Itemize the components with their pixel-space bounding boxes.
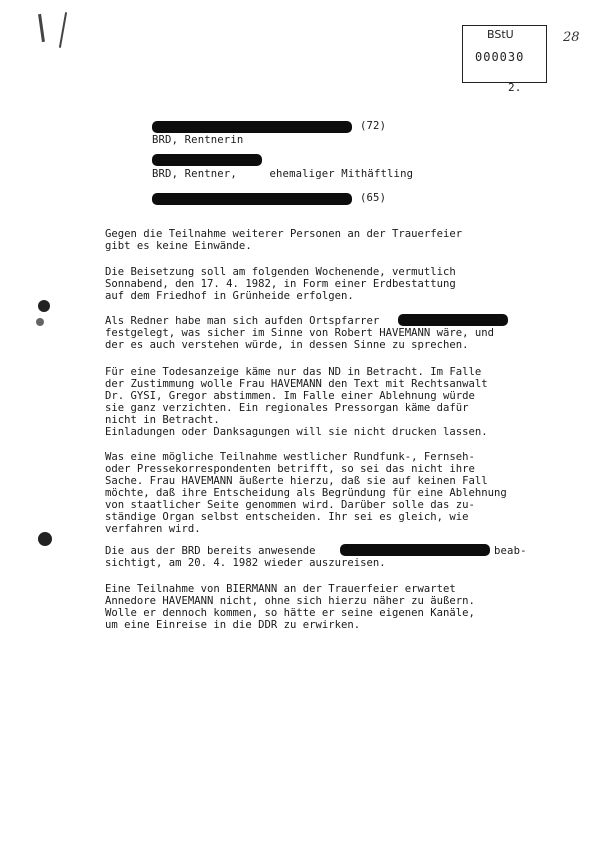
text-line: sichtigt, am 20. 4. 1982 wieder auszureisen. (105, 557, 386, 569)
text-line: sie ganz verzichten. Ein regionales Pressorgan käme dafür (105, 402, 469, 414)
header-age-1: (72) (360, 120, 387, 132)
text-line: Eine Teilnahme von BIERMANN an der Trauerfeier erwartet (105, 583, 456, 595)
text-line: Gegen die Teilnahme weiterer Personen an der Trauerfeier (105, 228, 463, 240)
header-age-2: (65) (360, 192, 387, 204)
punch-hole-1 (38, 300, 50, 312)
text-line: um eine Einreise in die DDR zu erwirken. (105, 619, 361, 631)
paragraph-5 (105, 451, 525, 535)
paragraph-7 (105, 583, 525, 631)
text-line: oder Pressekorrespondenten betrifft, so sei das nicht ihre (105, 463, 475, 475)
header-line-rentner: BRD, Rentner, ehemaliger Mithäftling (152, 168, 414, 180)
text-line: auf dem Friedhof in Grünheide erfolgen. (105, 290, 354, 302)
text-line: Als Redner habe man sich aufden Ortspfarrer (105, 315, 380, 327)
archive-stamp (462, 25, 547, 83)
text-line: Die aus der BRD bereits anwesende (105, 545, 316, 557)
redaction-bar-2 (152, 154, 262, 166)
text-line: Für eine Todesanzeige käme nur das ND in Betracht. Im Falle (105, 366, 482, 378)
redaction-bar-3 (152, 193, 352, 205)
text-line: Sonnabend, den 17. 4. 1982, in Form einer Erdbestattung (105, 278, 456, 290)
paragraph-2 (105, 266, 525, 302)
header-line-rentnerin: BRD, Rentnerin (152, 134, 244, 146)
text-line: verfahren wird. (105, 523, 201, 535)
text-line: Sache. Frau HAVEMANN äußerte hierzu, daß sie auf keinen Fall (105, 475, 488, 487)
text-line: Einladungen oder Danksagungen will sie nicht drucken lassen. (105, 426, 488, 438)
margin-mark-top (59, 12, 67, 48)
punch-hole-2 (36, 318, 44, 326)
text-line: ständige Organ selbst entscheiden. Ihr sei es gleich, wie (105, 511, 469, 523)
redaction-bar-4 (398, 314, 508, 326)
paragraph-4 (105, 366, 525, 438)
text-line: nicht in Betracht. (105, 414, 220, 426)
text-line: der es auch verstehen würde, in dessen Sinne zu sprechen. (105, 339, 469, 351)
margin-mark-top-2 (38, 14, 45, 42)
text-line: Wolle er dennoch kommen, so hätte er seine eigenen Kanäle, (105, 607, 475, 619)
handwritten-page-number: 28 (563, 30, 580, 45)
text-line: Die Beisetzung soll am folgenden Wochenende, vermutlich (105, 266, 456, 278)
page-number: 2. (508, 81, 522, 94)
redaction-bar-5 (340, 544, 490, 556)
text-line: der Zustimmung wolle Frau HAVEMANN den Text mit Rechtsanwalt (105, 378, 488, 390)
redaction-bar-1 (152, 121, 352, 133)
stamp-number: 000030 (475, 50, 525, 64)
text-line: von staatlicher Seite genommen wird. Darüber solle das zu- (105, 499, 475, 511)
text-line: Annedore HAVEMANN nicht, ohne sich hierzu näher zu äußern. (105, 595, 475, 607)
text-line: Was eine mögliche Teilnahme westlicher Rundfunk-, Fernseh- (105, 451, 475, 463)
text-line: gibt es keine Einwände. (105, 240, 252, 252)
text-line: festgelegt, was sicher im Sinne von Robert HAVEMANN wäre, und (105, 327, 495, 339)
text-line: Dr. GYSI, Gregor abstimmen. Im Falle einer Ablehnung würde (105, 390, 475, 402)
text-line-trailing: beab- (494, 545, 527, 557)
paragraph-1 (105, 228, 525, 252)
text-line: möchte, daß ihre Entscheidung als Begründung für eine Ablehnung (105, 487, 507, 499)
stamp-title: BStU (487, 28, 514, 41)
punch-hole-3 (38, 532, 52, 546)
